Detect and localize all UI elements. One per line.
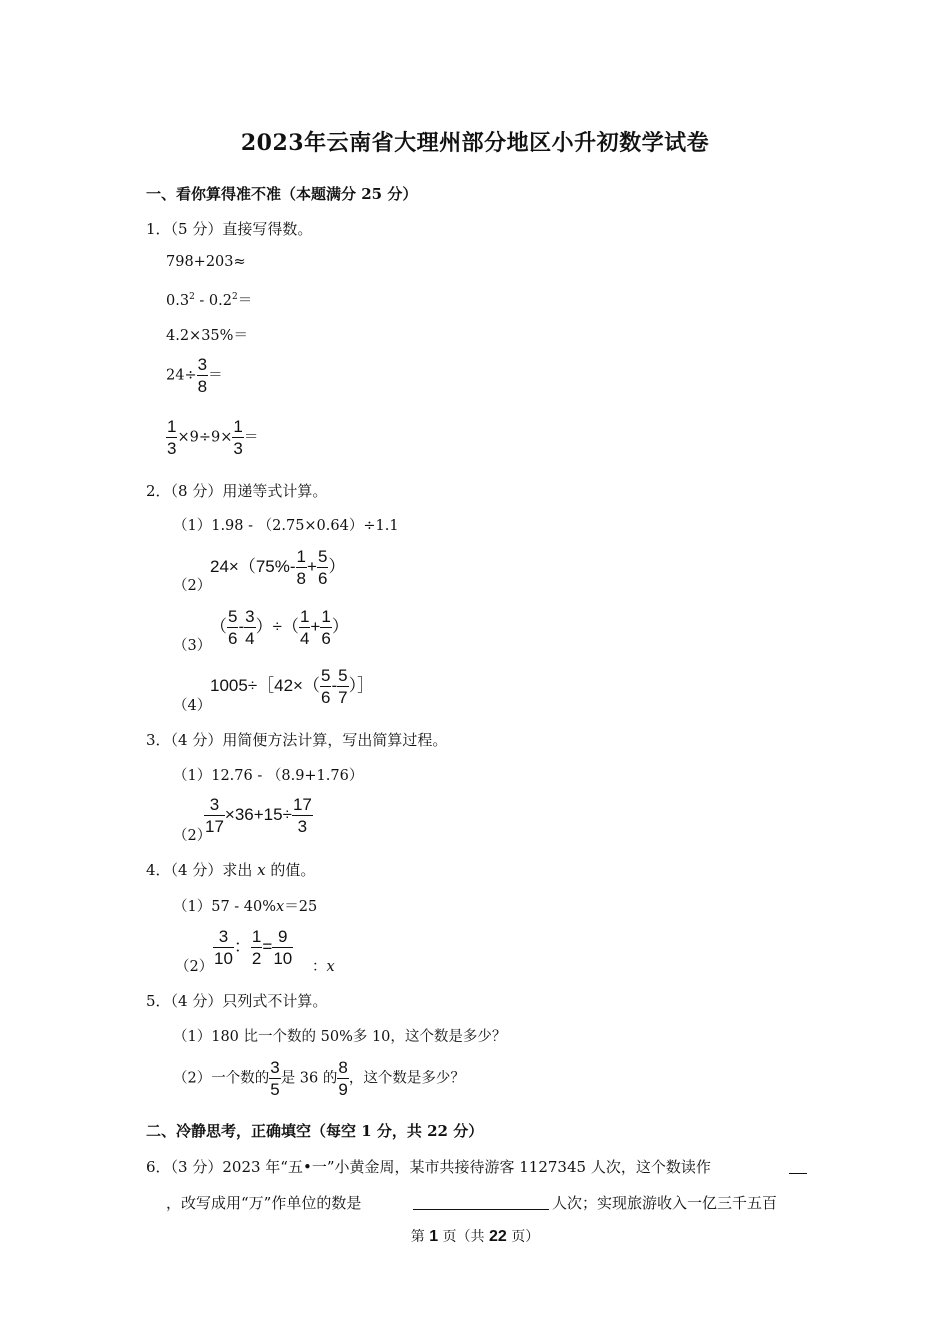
fraction: $\frac{8}{9}$ bbox=[338, 1058, 348, 1099]
fraction: $\frac{1}{2}$ bbox=[251, 927, 262, 968]
question-6-line-2: ，改写成用“万”作单位的数是 bbox=[166, 1194, 362, 1212]
page-total: 22 bbox=[489, 1228, 507, 1245]
question-5-heading: 5．（4 分）只列式不计算。 bbox=[146, 992, 328, 1010]
fraction: $\frac{9}{10}$ bbox=[273, 927, 293, 968]
q3-item-2-expression: $\frac{3}{17}$ ×36+15÷ $\frac{17}{3}$ bbox=[205, 795, 312, 836]
fraction: $\frac{1}{4}$ bbox=[299, 607, 310, 648]
q4-item-2-expression: $\frac{3}{10}$ ： $\frac{1}{2}$ = $\frac{9}{10}$ bbox=[214, 927, 293, 968]
q2-item-3-label: （3） bbox=[173, 638, 212, 654]
fraction: $\frac{3}{8}$ bbox=[197, 355, 208, 396]
q3-item-2-label: （2） bbox=[173, 828, 212, 844]
q4-item-1: （1）57 - 40%x＝25 bbox=[173, 899, 318, 915]
q1-expression-3: 4.2×35%＝ bbox=[166, 328, 248, 344]
fraction: $\frac{1}{3}$ bbox=[233, 417, 243, 458]
fraction: $\frac{3}{4}$ bbox=[245, 607, 255, 648]
q1-expression-2: $0.3^2 - 0.2^2=$ bbox=[166, 292, 253, 309]
fraction: $\frac{5}{6}$ bbox=[228, 607, 238, 648]
question-6-line-2-tail: 人次；实现旅游收入一亿三千五百 bbox=[552, 1194, 778, 1212]
q2-item-4-label: （4） bbox=[173, 698, 212, 714]
fraction: $\frac{3}{17}$ bbox=[205, 795, 224, 836]
q4-item-2-tail: ：x bbox=[312, 959, 335, 975]
answer-blank[interactable] bbox=[413, 1208, 549, 1210]
q2-item-1: （1）1.98 - （2.75×0.64）÷1.1 bbox=[173, 518, 399, 534]
fraction: $\frac{1}{3}$ bbox=[167, 417, 177, 458]
q2-item-3-expression: （ $\frac{5}{6}$ - $\frac{3}{4}$ ）÷（ $\frac{1}{4}$ + $\frac{1}{6}$ ） bbox=[210, 607, 349, 648]
q5-item-1: （1）180 比一个数的 50%多 10，这个数是多少？ bbox=[173, 1029, 507, 1045]
q1-expression-5: $\frac{1}{3}$ ×9÷9× $\frac{1}{3}$ ＝ bbox=[167, 417, 259, 458]
fraction: $\frac{3}{10}$ bbox=[214, 927, 233, 968]
q2-item-4-expression: 1005÷［42×（ $\frac{5}{6}$ - $\frac{5}{7}$ ）］ bbox=[210, 666, 375, 707]
fraction: $\frac{1}{6}$ bbox=[321, 607, 331, 648]
exam-title: 2023年云南省大理州部分地区小升初数学试卷 bbox=[240, 130, 710, 156]
q2-item-2-label: （2） bbox=[173, 578, 212, 594]
question-6-line-1: 6．（3 分）2023 年“五•一”小黄金周，某市共接待游客 1127345 人次，这个数读作 bbox=[146, 1158, 711, 1176]
question-4-heading: 4．（4 分）求出 x 的值。 bbox=[146, 861, 316, 879]
page-footer: 第 1 页（共 22 页） bbox=[410, 1228, 540, 1245]
page-number: 1 bbox=[429, 1228, 439, 1245]
q3-item-1: （1）12.76 - （8.9+1.76） bbox=[173, 768, 364, 784]
fraction: $\frac{17}{3}$ bbox=[292, 795, 312, 836]
question-1-heading: 1．（5 分）直接写得数。 bbox=[146, 220, 313, 238]
section-2-heading: 二、冷静思考，正确填空（每空 1 分，共 22 分） bbox=[146, 1122, 484, 1140]
q5-item-2: （2）一个数的 $\frac{3}{5}$ 是 36 的 $\frac{8}{9}$ ，这个数是多少？ bbox=[173, 1058, 465, 1099]
q2-item-2-expression: 24×（75%- $\frac{1}{8}$ + $\frac{5}{6}$ ） bbox=[210, 547, 346, 588]
q1-expression-1: 798+203≈ bbox=[166, 254, 246, 270]
question-2-heading: 2．（8 分）用递等式计算。 bbox=[146, 482, 328, 500]
fraction: $\frac{3}{5}$ bbox=[270, 1058, 280, 1099]
q4-item-2-label: （2） bbox=[175, 959, 214, 975]
fraction: $\frac{5}{7}$ bbox=[338, 666, 348, 707]
question-3-heading: 3．（4 分）用简便方法计算，写出简算过程。 bbox=[146, 731, 448, 749]
section-1-heading: 一、看你算得准不准（本题满分 25 分） bbox=[146, 185, 418, 203]
fraction: $\frac{1}{8}$ bbox=[296, 547, 306, 588]
fraction: $\frac{5}{6}$ bbox=[317, 547, 328, 588]
answer-blank[interactable] bbox=[789, 1172, 807, 1174]
q1-expression-4: 24÷ $\frac{3}{8}$ ＝ bbox=[166, 355, 223, 396]
fraction: $\frac{5}{6}$ bbox=[321, 666, 331, 707]
